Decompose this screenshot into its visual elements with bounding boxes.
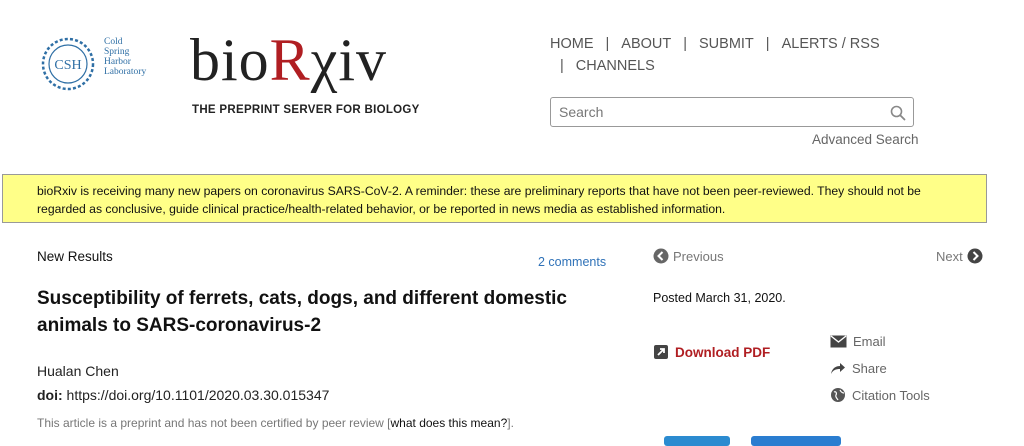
note-prefix: This article is a preprint and has not been certified by peer review [ [37, 416, 391, 430]
logo-part: χiv [310, 27, 388, 93]
nav-separator: | [560, 58, 564, 74]
search-input[interactable] [557, 103, 881, 121]
advanced-search-link[interactable]: Advanced Search [812, 132, 919, 147]
email-link[interactable] [830, 334, 886, 349]
arrow-right-circle-icon [967, 248, 983, 264]
doi-label: doi: [37, 387, 63, 403]
citation-tools-link[interactable] [830, 387, 930, 403]
previous-link[interactable] [653, 248, 724, 264]
note-suffix: ]. [507, 416, 514, 430]
logo-part-r: R [269, 27, 311, 93]
biorxiv-logo[interactable] [190, 28, 387, 92]
download-pdf-button[interactable] [653, 344, 770, 360]
search-icon[interactable] [889, 104, 907, 122]
arrow-left-circle-icon [653, 248, 669, 264]
external-link-icon [653, 344, 669, 360]
social-button[interactable] [664, 436, 730, 446]
next-link[interactable] [936, 248, 983, 264]
logo-part: bio [190, 27, 270, 93]
nav-home[interactable]: HOME [550, 36, 594, 52]
tagline: THE PREPRINT SERVER FOR BIOLOGY [192, 104, 420, 116]
nav-separator: | [683, 36, 688, 52]
csh-line: Laboratory [104, 67, 147, 77]
top-nav [550, 33, 910, 77]
email-label: Email [853, 334, 886, 349]
share-link[interactable] [830, 360, 887, 376]
share-label: Share [852, 360, 887, 376]
what-does-this-mean-link[interactable]: what does this mean? [390, 416, 508, 430]
nav-separator: | [605, 36, 610, 52]
comments-link[interactable]: 2 comments [538, 255, 607, 269]
download-pdf-label: Download PDF [675, 344, 771, 360]
article-title: Susceptibility of ferrets, cats, dogs, and different domestic animals to SARS-coronavirus-2 [37, 288, 567, 336]
next-label: Next [936, 248, 963, 264]
previous-label: Previous [673, 248, 724, 264]
globe-icon [830, 387, 846, 403]
csh-line: Harbor [104, 57, 131, 67]
article-author[interactable]: Hualan Chen [37, 363, 119, 379]
nav-channels[interactable]: CHANNELS [575, 58, 655, 74]
csh-name [104, 37, 146, 77]
article-category: New Results [37, 249, 113, 264]
citation-tools-label: Citation Tools [852, 387, 930, 403]
csh-abbrev: CSH [54, 58, 82, 73]
covid-notice-banner: bioRxiv is receiving many new papers on coronavirus SARS-CoV-2. A reminder: these are preliminary reports that have not been peer-reviewed. They should not be regarded as conclusive, guide clinical practice/health-related behavior, or be reported in news media as established information. [2, 174, 987, 223]
csh-line: Cold [104, 37, 123, 47]
search-box [550, 97, 914, 127]
social-button[interactable] [751, 436, 841, 446]
envelope-icon [830, 335, 847, 348]
csh-line: Spring [104, 47, 130, 57]
nav-about[interactable]: ABOUT [621, 36, 672, 52]
doi-value[interactable]: https://doi.org/10.1101/2020.03.30.015347 [62, 387, 330, 403]
share-arrow-icon [830, 360, 846, 376]
nav-alerts-rss[interactable]: ALERTS / RSS [781, 36, 880, 52]
posted-date: Posted March 31, 2020. [653, 291, 786, 305]
article-doi [37, 387, 329, 403]
csh-logo-icon [40, 36, 96, 92]
nav-separator: | [765, 36, 770, 52]
nav-submit[interactable]: SUBMIT [699, 36, 754, 52]
preprint-note [37, 416, 514, 430]
